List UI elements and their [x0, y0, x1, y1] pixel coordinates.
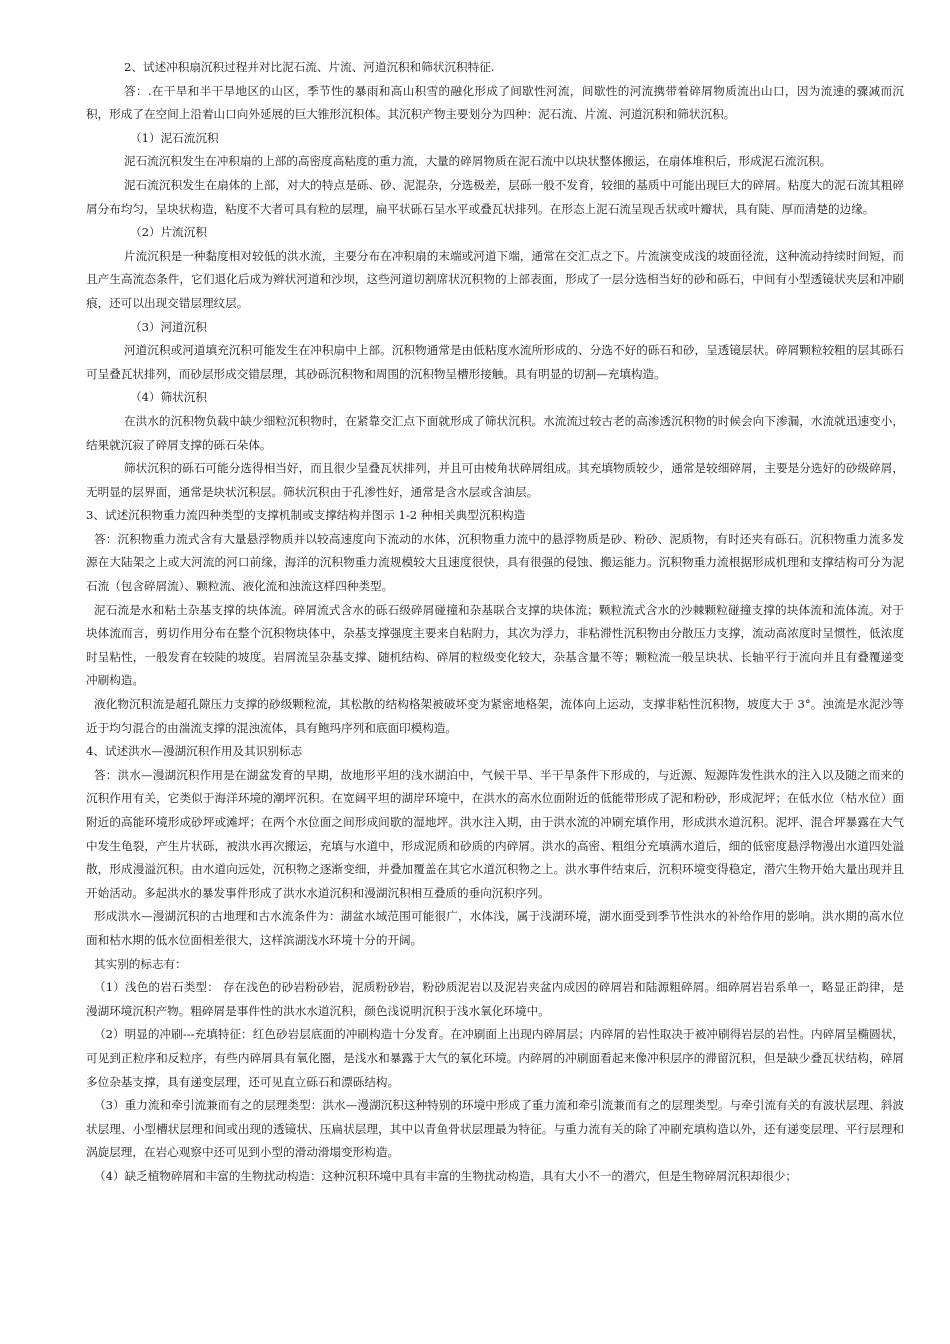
question-3-paragraph: 答：沉积物重力流式含有大量悬浮物质并以较高速度向下流动的水体，沉积物重力流中的悬浮物质是砂、粉砂、泥质物，有时还夹有砾石。沉积物重力流多发源在大陆架之上或大河流的河口前缘，海洋的沉积物重力流规模较大且速度很快，具有很强的侵蚀、搬运能力。沉积物重力流根据形成机理和支撑结构可分为泥石流（包含碎屑流）、颗粒流、液化流和浊流这样四种类型。: [86, 531, 904, 594]
question-3-paragraph: 液化物沉积流是超孔隙压力支撑的砂级颗粒流，其松散的结构格架被破坏变为紧密地格架，流体向上运动，支撑非粘性沉积物，坡度大于 3°。浊流是水泥沙等近于均匀混合的由湍流支撑的混浊流体，具有鲍玛序列和底面印模构造。: [86, 697, 904, 735]
question-4-paragraph: （1）浅色的岩石类型： 存在浅色的砂岩粉砂岩，泥质粉砂岩，粉砂质泥岩以及泥岩夹盆内成因的碎屑岩和陆源粗碎屑。细碎屑岩岩系单一，略显正韵律，是漫湖环境沉积产物。粗碎屑是事件性的洪水水道沉积，颜色浅说明沉积于浅水氧化环境中。: [86, 980, 904, 1018]
section-2-title: （2）片流沉积: [130, 225, 207, 240]
question-3-title: 3、试述沉积物重力流四种类型的支撑机制或支撑结构并图示 1-2 种相关典型沉积构造: [86, 508, 526, 523]
section-1-paragraph: 泥石流沉积发生在扇体的上部，对大的特点是砾、砂、泥混杂，分选极差，层砾一般不发育，较细的基质中可能出现巨大的碎屑。粘度大的泥石流其粗碎屑分布均匀，呈块状构造，粘度不大者可具有粒的层理，扁平状砾石呈水平或叠瓦状排列。在形态上泥石流呈现舌状或叶瓣状，具有陡、厚而清楚的边缘。: [86, 177, 904, 216]
question-4-paragraph: （3）重力流和牵引流兼而有之的层理类型：洪水—漫湖沉积这种特别的环境中形成了重力流和牵引流兼而有之的层理类型。与牵引流有关的有波状层理、斜波状层理、小型槽状层理和间或出现的透镜状、压扁状层理，其中以青鱼骨状层理最为特征。与重力流有关的除了冲刷充填构造以外，还有递变层理、平行层理和涡旋层理，在岩心观察中还可见到小型的滑动滑塌变形构造。: [86, 1098, 904, 1160]
section-1-title: （1）泥石流沉积: [130, 130, 219, 145]
question-4-paragraph: （4）缺乏植物碎屑和丰富的生物扰动构造：这种沉积环境中具有丰富的生物扰动构造，具有大小不一的潜穴，但是生物碎屑沉积却很少；: [94, 1168, 798, 1183]
section-2-paragraph: 片流沉积是一种黏度相对较低的洪水流，主要分布在冲积扇的末端或河道下端，通常在交汇点之下。片流演变成浅的坡面径流，这种流动持续时间短，而且产生高流态条件，它们退化后成为辫状河道和沙坝，这些河道切割席状沉积物的上部表面，形成了一层分选相当好的砂和砾石，中间有小型透镜状夹层和冲刷痕，还可以出现交错层理纹层。: [86, 248, 904, 310]
section-4-title: （4）筛状沉积: [130, 390, 207, 405]
section-3-title: （3）河道沉积: [130, 319, 207, 334]
section-4-paragraph: 筛状沉积的砾石可能分选得相当好，而且很少呈叠瓦状排列，并且可由棱角状碎屑组成。其充填物质较少，通常是较细碎屑，主要是分选好的砂级碎屑，无明显的层界面，通常是块状沉积层。筛状沉积由于孔渗性好，通常是含水层或含油层。: [86, 461, 904, 499]
question-4-paragraph: 形成洪水—漫湖沉积的古地理和古水流条件为：湖盆水域范围可能很广，水体浅，属于浅湖环境，湖水面受到季节性洪水的补给作用的影响。洪水期的高水位面和枯水期的低水位面相差很大，这样滨湖浅水环境十分的开阔。: [86, 909, 904, 947]
section-4-paragraph: 在洪水的沉积物负载中缺少细粒沉积物时，在紧靠交汇点下面就形成了筛状沉积。水流流过较古老的高渗透沉积物的时候会向下渗漏，水流就迅速变小，结果就沉寂了碎屑支撑的砾石朵体。: [86, 413, 904, 452]
question-2-answer: 答：.在干旱和半干旱地区的山区，季节性的暴雨和高山积雪的融化形成了间歇性河流，间歇性的河流携带着碎屑物质流出山口，因为流速的骤减而沉积，形成了在空间上沿着山口向外延展的巨大锥形沉积体。其沉积产物主要划分为四种：泥石流、片流、河道沉积和筛状沉积。: [86, 83, 904, 122]
question-4-paragraph: 答：洪水—漫湖沉积作用是在湖盆发育的早期，故地形平坦的浅水湖泊中，气候干旱、半干旱条件下形成的，与近源、短源阵发性洪水的注入以及随之而来的沉积作用有关，它类似于海洋环境的潮坪沉积。在宽阔平坦的湖岸环境中，在洪水的高水位面附近的低能带形成了泥和粉砂，形成泥坪；在低水位（枯水位）面附近的高能环境形成砂坪或滩坪；在两个水位面之间形成间歇的湿地坪。洪水注入期，由于洪水流的冲刷充填作用，形成洪水道沉积。泥坪、混合坪暴露在大气中发生龟裂，产生片状砾，被洪水再次搬运，充填与水道中，形成泥质和砂质的内碎屑。洪水的高密、粗组分充填满水道后，细的低密度悬浮物漫出水道四处溢散，形成漫溢沉积。由水道向远处，沉积物之逐渐变细，并叠加覆盖在其它水道沉积物之上。洪水事件结束后，沉积环境变得稳定，潜穴生物开始大量出现并且开始活动。多起洪水的暴发事件形成了洪水水道沉积和漫湖沉积相互叠质的垂向沉积序列。: [86, 767, 904, 900]
question-4-title: 4、试述洪水—漫湖沉积作用及其识别标志: [86, 744, 303, 759]
section-3-paragraph: 河道沉积或河道填充沉积可能发生在冲积扇中上部。沉积物通常是由低粘度水流所形成的、分选不好的砾石和砂，呈透镜层状。碎屑颗粒较粗的层其砾石可呈叠瓦状排列，而砂层形成交错层理，其砂砾沉积物和周围的沉积物呈槽形接触。具有明显的切割—充填构造。: [86, 343, 904, 381]
question-4-paragraph: 其实别的标志有：: [94, 956, 187, 971]
question-3-paragraph: 泥石流是水和粘土杂基支撑的块体流。碎屑流式含水的砾石级碎屑碰撞和杂基联合支撑的块体流；颗粒流式含水的沙棘颗粒碰撞支撑的块体流和流体流。对于块体流而言，剪切作用分布在整个沉积物块体中，杂基支撑强度主要来自粘附力，其次为浮力，非粘滞性沉积物由分散压力支撑，流动高浓度时呈惯性，低浓度时呈粘性，一般发育在较陡的坡度。岩屑流呈杂基支撑、随机结构、碎屑的粒级变化较大，杂基含量不等；颗粒流一般呈块状、长轴平行于流向并且有叠覆递变冲刷构造。: [86, 602, 904, 688]
section-1-paragraph: 泥石流沉积发生在冲积扇的上部的高密度高粘度的重力流，大量的碎屑物质在泥石流中以块状整体搬运，在扇体堆积后，形成泥石流沉积。: [124, 154, 832, 169]
question-2-title: 2、试述冲积扇沉积过程并对比泥石流、片流、河道沉积和筛状沉积特征.: [124, 60, 495, 74]
question-4-paragraph: （2）明显的冲刷---充填特征：红色砂岩层底面的冲刷构造十分发育。在冲刷面上出现内碎屑层；内碎屑的岩性取决于被冲刷得岩层的岩性。内碎屑呈椭圆状，可见到正粒序和反粒序，有些内碎屑具有氧化圈，是浅水和暴露于大气的氧化环境。内碎屑的冲刷面看起来像冲积层序的滞留沉积，但是缺少叠瓦状结构，碎屑多位杂基支撑，具有递变层理，还可见直立砾石和漂砾结构。: [86, 1027, 904, 1089]
